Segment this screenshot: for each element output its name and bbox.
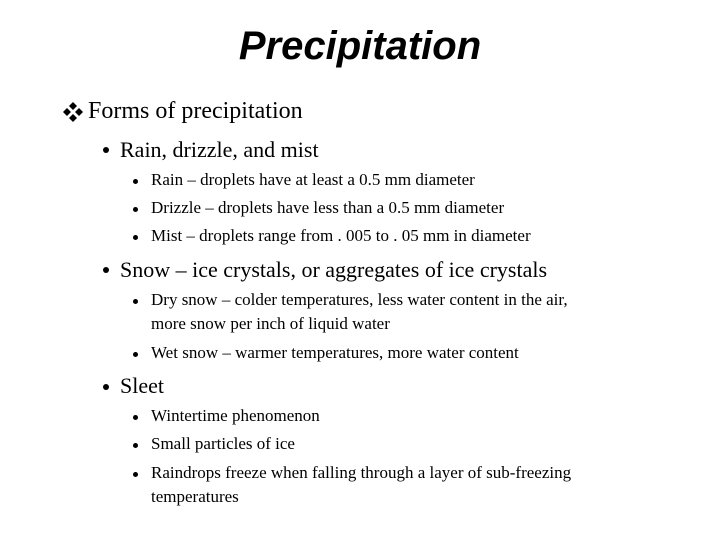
- level1-heading: Forms of precipitation: [88, 98, 303, 124]
- list-item: Raindrops freeze when falling through a layer of sub-freezing: [151, 463, 572, 482]
- bullet-dot-icon: [133, 443, 138, 448]
- section-heading-rain: Rain, drizzle, and mist: [120, 137, 319, 162]
- section-heading-snow: Snow – ice crystals, or aggregates of ice crystals: [120, 257, 548, 282]
- list-item: Dry snow – colder temperatures, less water content in the air,: [151, 290, 568, 309]
- bullet-dot-icon: [133, 299, 138, 304]
- bullet-dot-icon: [133, 352, 138, 357]
- bullet-dot-icon: [133, 235, 138, 240]
- list-item: Wet snow – warmer temperatures, more water content: [151, 343, 519, 362]
- list-item: Small particles of ice: [151, 434, 295, 453]
- four-diamond-bullet-icon: [62, 101, 84, 123]
- bullet-dot-icon: [103, 384, 109, 390]
- bullet-dot-icon: [133, 472, 138, 477]
- slide-title: Precipitation: [238, 24, 482, 68]
- list-item: Mist – droplets range from . 005 to . 05 mm in diameter: [151, 226, 531, 245]
- bullet-dot-icon: [103, 147, 109, 153]
- list-item: Wintertime phenomenon: [151, 406, 320, 425]
- list-item-continuation: more snow per inch of liquid water: [151, 314, 390, 333]
- list-item: Drizzle – droplets have less than a 0.5 mm diameter: [151, 198, 505, 217]
- bullet-dot-icon: [133, 207, 138, 212]
- list-item-continuation: temperatures: [151, 487, 239, 506]
- bullet-dot-icon: [133, 179, 138, 184]
- bullet-dot-icon: [133, 415, 138, 420]
- bullet-dot-icon: [103, 267, 109, 273]
- list-item: Rain – droplets have at least a 0.5 mm diameter: [151, 170, 475, 189]
- section-heading-sleet: Sleet: [120, 373, 164, 398]
